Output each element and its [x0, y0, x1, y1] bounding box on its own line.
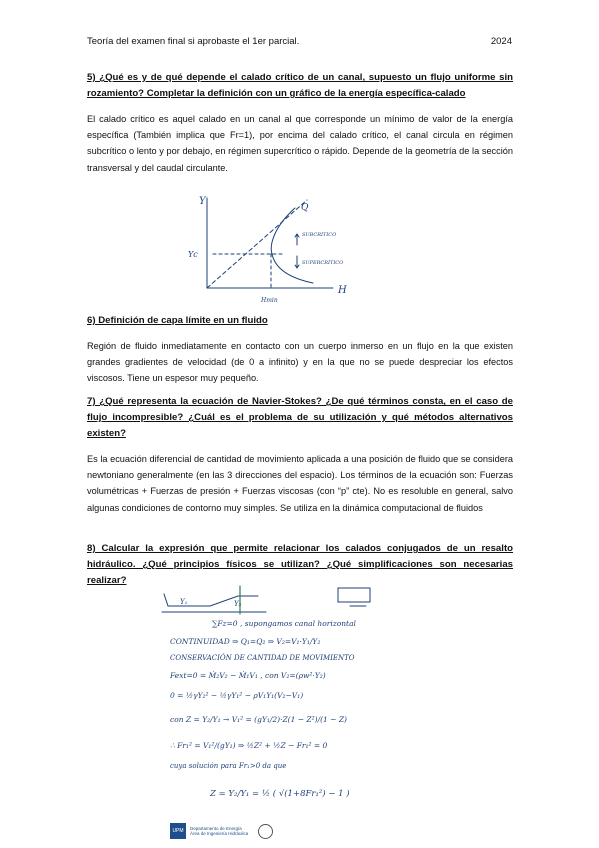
question-7-answer: Es la ecuación diferencial de cantidad de movimiento aplicada a una posición de fluido que se considera newtoniano generalmente (en las 3 direcciones del espacio). Los términos de la ecuación son: Fuerzas volumétricas + Fuerzas de presión + Fuerzas viscosas (con “p” cte). No es resoluble en general, salvo algunas condiciones de contorno muy simples. Se utiliza en la dinámica computacional de fluidos: [87, 454, 513, 513]
sketch-subcritical-label: SUBCRÍTICO: [302, 232, 337, 238]
note-line-1: ∑Fz=0 , supongamos canal horizontal: [212, 619, 356, 628]
sketch-45-line: [207, 200, 307, 288]
note-line-8: cuya solución para Fr₁>0 da que: [170, 762, 287, 770]
department-line-1: Departamento de Energía: [190, 825, 242, 831]
question-5-title: 5) ¿Qué es y de qué depende el calado crítico de un canal, supuesto un flujo uniforme sin rozamiento? Completar la definición con un gráfico de la energía específica-calado: [87, 72, 513, 99]
seal-icon: [258, 824, 273, 839]
sketch-yc-label: Yc: [188, 250, 198, 259]
sketch-supercritical-label: SUPERCRÍTICO: [302, 260, 344, 266]
sketch-up-arrow: [295, 234, 299, 245]
sketch-y-label: Y: [199, 196, 206, 207]
sketch-energy-curve: [271, 208, 313, 283]
sketch-down-arrow: [295, 256, 299, 268]
header-title: Teoría del examen final si aprobaste el 1er parcial.: [87, 36, 300, 47]
department-name: [190, 826, 248, 837]
university-logo: UPM: [170, 823, 186, 839]
department-line-2: Área de Ingeniería Hidráulica: [190, 831, 249, 836]
page-header: [87, 36, 512, 47]
question-6-answer: Región de fluido inmediatamente en contacto con un cuerpo inmerso en un flujo en la que existen grandes gradientes de velocidad (de 0 a infinito) y en la que no se puede despreciar los efectos viscosos. Tiene un espesor muy pequeño.: [87, 341, 513, 384]
header-year: 2024: [490, 36, 512, 47]
question-5-answer: El calado crítico es aquel calado en un canal al que corresponde un mínimo de valor de la energía específica (También implica que Fr=1), por encima del calado crítico, el canal circula en régimen subcrítico o lento y por debajo, en régimen supercrítico o rápido. Depende de la geometría de la sección transversal y del caudal circulante.: [87, 114, 513, 173]
note-line-7: ∴ Fr₁² = V₁²/(gY₁) ⇒ ½Z² + ½Z − Fr₁² = 0: [170, 741, 328, 750]
question-6-title: 6) Definición de capa límite en un fluido: [87, 315, 268, 326]
note-line-4: Fext=0 = Ṁ₂V₂ − Ṁ₁V₁ , con V₂=(ρw²·Y₂): [170, 671, 326, 680]
jump-y2-label: Y₂: [234, 600, 242, 608]
hydraulic-jump-notes: [150, 582, 510, 818]
specific-energy-sketch: [185, 190, 385, 310]
note-line-2: CONTINUIDAD ⇒ Q₁=Q₂ ⇒ V₂=V₁·Y₁/Y₂: [170, 637, 321, 646]
jump-section-sketch: [338, 588, 370, 606]
note-line-5: 0 = ½γY₂² − ½γY₁² − ρV₁Y₁(V₂−V₁): [170, 691, 304, 700]
jump-channel-sketch: [162, 594, 266, 612]
sketch-hmin-label: Hmin: [261, 297, 278, 304]
footer-logos: [170, 820, 300, 842]
sketch-axes: [207, 198, 333, 288]
note-line-9: Z = Y₂/Y₁ = ½ ( √(1+8Fr₁²) − 1 ): [210, 789, 350, 799]
jump-y1-label: Y₁: [180, 598, 188, 606]
note-line-6: con Z = Y₂/Y₁ → V₁² = (gY₁/2)·Z(1 − Z²)/(1 − Z): [170, 715, 347, 724]
question-8-title: 8) Calcular la expresión que permite relacionar los calados conjugados de un resalto hidráulico. ¿Qué principios físicos se utilizan? ¿Qué simplificaciones son necesarias realizar?: [87, 543, 513, 586]
sketch-q-label: Q: [301, 203, 309, 213]
sketch-h-label: H: [338, 285, 347, 296]
question-7-title: 7) ¿Qué representa la ecuación de Navier-Stokes? ¿De qué términos consta, en el caso de flujo incompresible? ¿Cuál es el problema de su utilización y qué métodos alternativos existen?: [87, 396, 513, 439]
note-line-3: CONSERVACIÓN DE CANTIDAD DE MOVIMIENTO: [170, 654, 355, 662]
